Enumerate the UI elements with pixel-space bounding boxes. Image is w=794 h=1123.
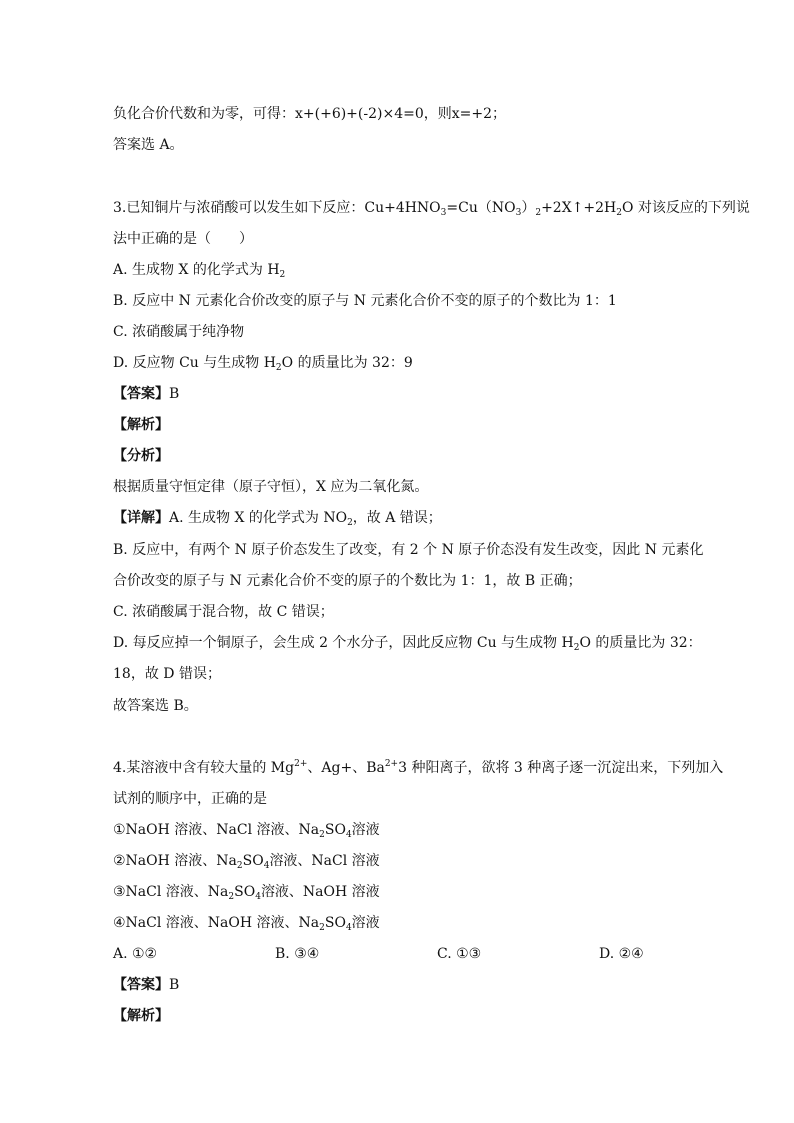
question-4-stem: 4.某溶液中含有较大量的 $Mg^{2+}$、Ag+、$Ba^{2+}3$ 种阳离子，欲将 3 种离子逐一沉淀出来，下列加入 [113,759,724,776]
detail-c: C. 浓硝酸属于混合物，故 C 错误； [113,604,334,620]
detail-b-line1: B. 反应中，有两个 N 原子价态发生了改变，有 2 个 N 原子价态没有发生改变，因此 N 元素化 [113,542,704,558]
reagent-order-4: ④NaCl 溶液、NaOH 溶液、$Na_2SO_4$溶液 [113,915,380,933]
conclusion: 故答案选 B。 [113,698,198,714]
text-line: 答案选 A。 [113,137,184,153]
question-3-stem: 3.已知铜片与浓硝酸可以发生如下反应：$Cu+4HNO_3=Cu(NO_3)_2+2X↑+2H_2O$ 对该反应的下列说 [113,200,750,218]
jiexi-heading: 【解析】 [113,1008,169,1024]
choice-a: A. ①② [113,946,158,962]
choice-c: C. ①③ [437,946,482,962]
option-d: D. 反应物 Cu 与生成物 $H_2O$ 的质量比为 32：9 [113,355,413,373]
detail-d-line2: 18，故 D 错误； [113,666,221,682]
reagent-order-3: ③NaCl 溶液、$Na_2SO_4$溶液、NaOH 溶液 [113,884,380,902]
answer-line: 【答案】B [113,386,180,402]
question-4-stem-line2: 试剂的顺序中，正确的是 [113,791,267,807]
reagent-order-2: ②NaOH 溶液、$Na_2SO_4$溶液、NaCl 溶液 [113,853,380,871]
option-c: C. 浓硝酸属于纯净物 [113,324,245,340]
choice-d: D. ②④ [599,946,644,962]
choice-b: B. ③④ [275,946,320,962]
text-line: 负化合价代数和为零，可得：x+(+6)+(-2)×4=0，则x=+2； [113,106,507,122]
jiexi-heading: 【解析】 [113,417,169,433]
option-a: A. 生成物 X 的化学式为 $H_2$ [113,262,286,280]
answer-line: 【答案】B [113,977,180,993]
detail-a: 【详解】A. 生成物 X 的化学式为 $NO_2$，故 A 错误； [113,510,442,528]
question-3-stem-line2: 法中正确的是（ ） [113,231,253,247]
fenxi-heading: 【分析】 [113,448,169,464]
reagent-order-1: ①NaOH 溶液、NaCl 溶液、$Na_2SO_4$溶液 [113,822,380,840]
detail-d-line1: D. 每反应掉一个铜原子，会生成 2 个水分子，因此反应物 Cu 与生成物 $H_2O$ 的质量比为 32： [113,635,702,653]
detail-b-line2: 合价改变的原子与 N 元素化合价不变的原子的个数比为 1：1，故 B 正确； [113,573,582,589]
analysis-text: 根据质量守恒定律（原子守恒），X 应为二氧化氮。 [113,479,429,495]
option-b: B. 反应中 N 元素化合价改变的原子与 N 元素化合价不变的原子的个数比为 1：1 [113,293,617,309]
